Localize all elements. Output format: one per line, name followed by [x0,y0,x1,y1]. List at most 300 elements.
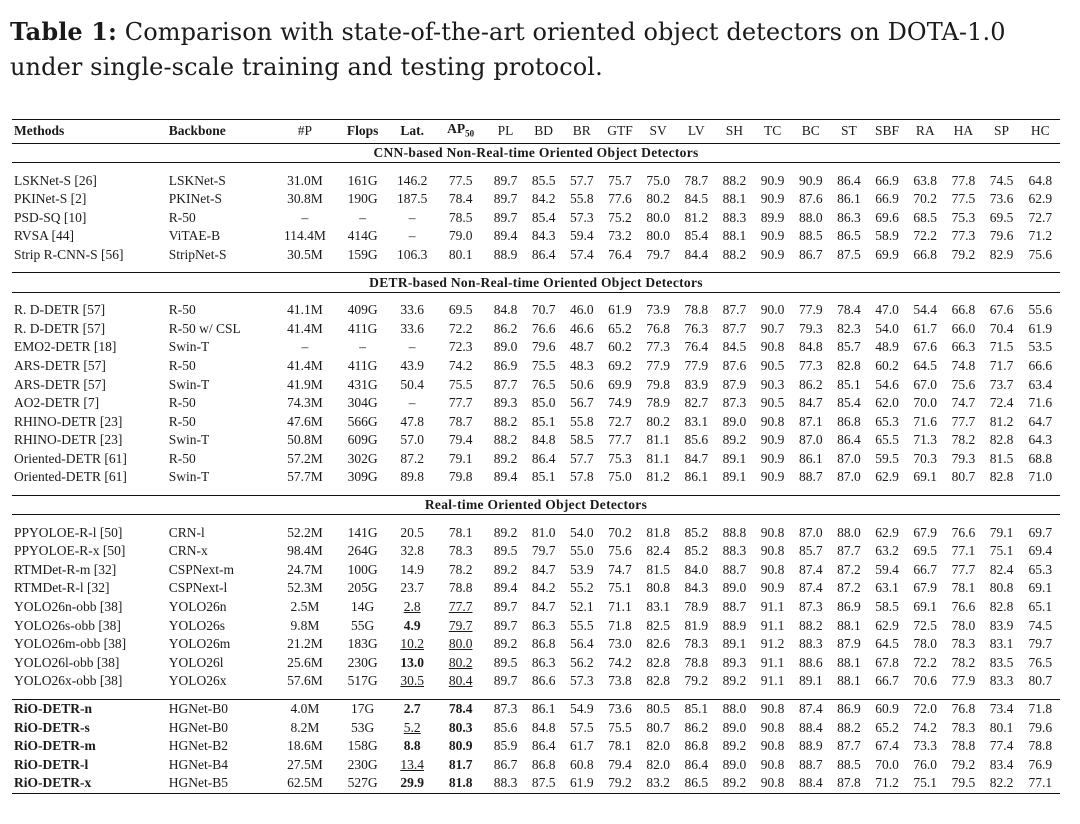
value-cell: 87.7 [722,302,747,318]
value-cell: 70.0 [875,756,899,772]
value-cell: 62.9 [875,617,899,633]
value-cell: 527G [347,775,378,791]
value-cell: 14.9 [400,561,424,577]
value-cell: 71.3 [913,432,938,448]
value-cell: 78.4 [837,302,861,318]
value-cell: 80.8 [989,580,1014,596]
value-cell: 87.3 [486,699,524,718]
column-header: SV [649,123,667,139]
table-row [12,412,1060,431]
value-cell: 75.3 [608,450,632,466]
value-cell: 86.8 [531,636,556,652]
value-cell: 77.6 [608,191,632,207]
value-cell: 72.0 [906,699,944,718]
value-cell: 87.4 [792,699,830,718]
value-cell: 89.2 [722,673,747,689]
value-cell: 27.5M [287,756,323,772]
value-cell: 70.3 [913,450,938,466]
value-cell: 29.9 [400,775,424,791]
method-cell: ARS-DETR [57] [14,357,106,373]
value-cell: 86.8 [684,738,709,754]
value-cell: 57.3 [570,673,594,689]
value-cell: 79.4 [448,432,473,448]
value-cell: 82.8 [989,432,1014,448]
column-header: Flops [346,123,379,139]
value-cell: 64.5 [913,357,938,373]
value-cell: 183G [347,636,378,652]
value-cell: 70.2 [913,191,938,207]
value-cell: 65.5 [875,432,899,448]
value-cell: 74.3M [287,395,323,411]
table-row [12,635,1060,654]
value-cell: 13.0 [400,654,424,670]
value-cell: 65.2 [875,719,899,735]
value-cell: 79.2 [951,756,976,772]
value-cell: 80.0 [646,228,670,244]
value-cell: 55G [351,617,375,633]
column-header: TC [763,123,782,139]
value-cell: 46.0 [570,302,594,318]
column-header: Lat. [400,123,424,139]
column-header: Backbone [168,123,226,139]
table-body [12,143,1060,793]
value-cell: 77.4 [989,738,1014,754]
value-cell: 190G [347,191,378,207]
value-cell: 72.2 [448,320,473,336]
value-cell: 74.8 [951,357,976,373]
table-row [12,654,1060,673]
value-cell: 78.3 [951,636,976,652]
value-cell: 78.7 [448,413,473,429]
value-cell: 80.2 [646,413,670,429]
value-cell: 80.5 [639,699,677,718]
value-cell: 55.5 [570,617,594,633]
value-cell: 65.3 [875,413,899,429]
value-cell: 50.8M [287,432,323,448]
value-cell: 72.4 [989,395,1014,411]
value-cell: 411G [347,320,378,336]
value-cell: 65.1 [1028,599,1053,615]
method-cell: YOLO26m-obb [38] [14,636,127,652]
backbone-cell: ViTAE-B [168,228,221,244]
value-cell: 86.5 [837,228,861,244]
value-cell: 86.3 [531,617,556,633]
value-cell: 87.7 [722,320,747,336]
value-cell: 87.6 [798,191,823,207]
value-cell: 80.7 [1028,673,1053,689]
value-cell: – [408,395,416,411]
value-cell: 76.9 [1028,756,1053,772]
value-cell: 89.1 [798,673,823,689]
value-cell: 82.8 [646,673,670,689]
value-cell: 89.0 [722,719,747,735]
value-cell: 84.8 [531,719,556,735]
value-cell: 90.7 [760,320,785,336]
backbone-cell: Swin-T [168,432,210,448]
value-cell: 85.7 [837,339,861,355]
value-cell: 85.7 [798,543,823,559]
value-cell: 264G [347,543,378,559]
value-cell: 90.8 [760,756,785,772]
backbone-cell: YOLO26x [168,673,227,689]
value-cell: 88.2 [493,413,518,429]
value-cell: 80.7 [951,469,976,485]
value-cell: 90.9 [760,246,785,262]
value-cell: 78.1 [608,738,632,754]
value-cell: 56.4 [570,636,594,652]
value-cell: 80.1 [989,719,1014,735]
value-cell: 84.5 [722,339,747,355]
method-cell: EMO2-DETR [18] [14,339,117,355]
value-cell: 69.5 [989,209,1014,225]
value-cell: 89.1 [722,450,747,466]
value-cell: 66.0 [951,320,976,336]
value-cell: 87.4 [798,580,823,596]
value-cell: 75.5 [531,357,556,373]
value-cell: 88.9 [493,246,518,262]
value-cell: 87.5 [837,246,861,262]
column-header: SH [725,123,744,139]
value-cell: 78.1 [448,524,473,540]
value-cell: 71.6 [913,413,938,429]
value-cell: 75.1 [608,580,632,596]
value-cell: 146.2 [396,172,428,188]
value-cell: 2.8 [403,599,421,615]
value-cell: 75.2 [608,209,632,225]
value-cell: 73.3 [913,738,938,754]
value-cell: 87.7 [837,543,861,559]
column-header: HC [1030,123,1050,139]
value-cell: 114.4M [283,228,326,244]
caption-label: Table 1: [10,17,117,46]
value-cell: 77.9 [684,357,709,373]
value-cell: 89.4 [493,228,518,244]
value-cell: 33.6 [400,302,424,318]
method-cell: LSKNet-S [26] [14,172,97,188]
method-cell: RTMDet-R-l [32] [14,580,110,596]
value-cell: 75.5 [448,376,473,392]
backbone-cell: YOLO26n [168,599,227,615]
value-cell: 87.3 [722,395,747,411]
method-cell: Oriented-DETR [61] [14,469,127,485]
value-cell: 90.8 [760,413,785,429]
value-cell: 75.5 [608,719,632,735]
value-cell: 66.7 [875,673,899,689]
value-cell: 78.3 [684,636,709,652]
value-cell: 69.5 [448,302,473,318]
value-cell: 31.0M [287,172,323,188]
value-cell: 76.6 [531,320,556,336]
value-cell: 81.9 [684,617,709,633]
value-cell: 83.5 [989,654,1014,670]
value-cell: 74.5 [989,172,1014,188]
value-cell: 76.6 [951,599,976,615]
value-cell: 78.9 [684,599,709,615]
table-row [12,357,1060,376]
value-cell: 90.8 [760,719,785,735]
value-cell: 82.8 [837,357,861,373]
value-cell: 90.3 [760,376,785,392]
value-cell: 72.2 [913,228,938,244]
column-header: LV [687,123,705,139]
value-cell: 55.6 [1028,302,1053,318]
value-cell: 82.0 [646,756,670,772]
value-cell: 85.4 [531,209,556,225]
column-header: RA [915,123,935,139]
value-cell: 85.1 [531,413,556,429]
value-cell: 81.8 [448,775,473,791]
table-row [12,450,1060,469]
value-cell: 78.8 [951,738,976,754]
value-cell: 87.5 [531,775,556,791]
value-cell: 84.8 [531,432,556,448]
value-cell: 87.0 [798,524,823,540]
value-cell: 71.2 [875,775,899,791]
value-cell: 70.0 [913,395,938,411]
value-cell: 89.2 [493,636,518,652]
value-cell: 54.6 [875,376,899,392]
value-cell: 91.1 [760,617,785,633]
value-cell: 62.5M [287,775,323,791]
value-cell: 60.2 [608,339,632,355]
method-cell: RiO-DETR-x [14,775,92,791]
value-cell: 60.2 [875,357,899,373]
value-cell: 87.0 [798,432,823,448]
value-cell: 55.0 [570,543,594,559]
value-cell: 86.1 [798,450,823,466]
value-cell: 91.1 [760,673,785,689]
value-cell: 70.6 [913,673,938,689]
backbone-cell: YOLO26l [168,654,224,670]
method-cell: YOLO26s-obb [38] [14,617,121,633]
table-row [12,598,1060,617]
value-cell: 53G [351,719,375,735]
value-cell: 71.8 [608,617,632,633]
value-cell: 47.8 [400,413,424,429]
value-cell: 66.7 [913,561,938,577]
value-cell: 88.9 [798,738,823,754]
value-cell: 84.2 [531,191,556,207]
value-cell: 66.8 [913,246,938,262]
value-cell: 88.0 [837,524,861,540]
value-cell: 77.7 [448,599,473,615]
value-cell: 82.8 [989,469,1014,485]
table-row [12,561,1060,580]
table-row [12,616,1060,635]
value-cell: 158G [347,738,378,754]
backbone-cell: CSPNext-m [168,561,234,577]
value-cell: 9.8M [290,617,320,633]
value-cell: – [301,209,309,225]
value-cell: 87.7 [493,376,518,392]
column-header: Methods [14,123,65,139]
value-cell: 85.6 [493,719,518,735]
value-cell: 77.7 [951,561,976,577]
value-cell: 81.2 [646,469,670,485]
value-cell: 33.6 [400,320,424,336]
value-cell: 77.9 [646,357,670,373]
section-spacer [12,487,1060,496]
value-cell: 30.5 [400,673,424,689]
value-cell: 90.9 [760,580,785,596]
value-cell: 230G [347,756,378,772]
value-cell: 89.2 [493,524,518,540]
value-cell: 73.0 [608,636,632,652]
value-cell: 89.7 [493,172,518,188]
value-cell: 86.4 [531,738,556,754]
method-cell: PPYOLOE-R-l [50] [14,524,123,540]
value-cell: 86.6 [531,673,556,689]
value-cell: 69.1 [913,469,938,485]
value-cell: 90.5 [760,357,785,373]
value-cell: 70.7 [531,302,556,318]
value-cell: 414G [347,228,378,244]
value-cell: 78.3 [951,719,976,735]
value-cell: 69.5 [913,543,938,559]
value-cell: 4.0M [274,699,336,718]
section-rule [12,163,1060,172]
table-row [12,468,1060,487]
value-cell: 76.5 [1028,654,1053,670]
value-cell: 80.0 [646,209,670,225]
value-cell: 79.2 [684,673,709,689]
section-title: DETR-based Non-Real-time Oriented Object Detectors [12,273,1060,293]
method-cell: R. D-DETR [57] [14,302,106,318]
value-cell: 90.9 [760,450,785,466]
value-cell: 89.3 [722,654,747,670]
value-cell: 89.3 [493,395,518,411]
value-cell: 86.7 [493,756,518,772]
value-cell: 78.0 [913,636,938,652]
value-cell: 84.8 [493,302,518,318]
value-cell: 79.7 [1028,636,1053,652]
table-row [12,699,1060,718]
value-cell: 66.9 [875,172,899,188]
value-cell: 66.9 [875,191,899,207]
value-cell: 57.3 [570,209,594,225]
value-cell: 87.2 [400,450,424,466]
value-cell: 67.9 [913,524,938,540]
value-cell: 86.3 [531,654,556,670]
column-header: #P [297,123,313,139]
value-cell: 63.2 [875,543,899,559]
backbone-cell: R-50 [168,302,196,318]
value-cell: 90.0 [760,302,785,318]
value-cell: 86.1 [837,191,861,207]
value-cell: 78.2 [951,654,976,670]
value-cell: 87.4 [798,561,823,577]
value-cell: 79.8 [646,376,670,392]
backbone-cell: YOLO26m [168,636,231,652]
value-cell: 84.0 [684,561,709,577]
value-cell: 80.2 [646,191,670,207]
value-cell: 8.2M [290,719,320,735]
value-cell: 161G [347,172,378,188]
method-cell: PSD-SQ [10] [14,209,87,225]
value-cell: 82.6 [646,636,670,652]
value-cell: 88.1 [837,617,861,633]
value-cell: 66.8 [951,302,976,318]
section-title: CNN-based Non-Real-time Oriented Object Detectors [373,144,699,160]
value-cell: 85.4 [837,395,861,411]
backbone-cell: CRN-l [168,524,205,540]
method-cell: RHINO-DETR [23] [14,413,123,429]
value-cell: 79.7 [531,543,556,559]
backbone-cell: R-50 [168,450,196,466]
value-cell: 73.4 [982,699,1020,718]
value-cell: 71.0 [1028,469,1053,485]
value-cell: 62.9 [875,524,899,540]
value-cell: 82.8 [989,599,1014,615]
value-cell: 13.4 [400,756,424,772]
value-cell: 141G [347,524,378,540]
value-cell: 89.2 [493,450,518,466]
value-cell: 81.1 [646,432,670,448]
backbone-cell: CRN-x [168,543,208,559]
value-cell: 17G [336,699,390,718]
section-rule [12,292,1060,301]
value-cell: 59.4 [570,228,594,244]
method-cell: RHINO-DETR [23] [14,432,123,448]
value-cell: 304G [347,395,378,411]
value-cell: 2.5M [290,599,320,615]
value-cell: 90.9 [760,469,785,485]
value-cell: 90.8 [754,699,792,718]
value-cell: 411G [347,357,378,373]
value-cell: 86.4 [531,450,556,466]
value-cell: 87.2 [837,580,861,596]
value-cell: 88.2 [493,432,518,448]
value-cell: 61.7 [570,738,594,754]
value-cell: 85.1 [837,376,861,392]
value-cell: 77.3 [646,339,670,355]
value-cell: 85.2 [684,524,709,540]
value-cell: 71.6 [1028,395,1053,411]
value-cell: 87.7 [837,738,861,754]
value-cell: 87.9 [837,636,861,652]
value-cell: 79.4 [608,756,632,772]
value-cell: 86.4 [837,172,861,188]
value-cell: 61.9 [608,302,632,318]
value-cell: 85.9 [493,738,518,754]
column-header: BD [534,123,554,139]
value-cell: 89.2 [722,432,747,448]
value-cell: 409G [347,302,378,318]
value-cell: 84.4 [684,246,709,262]
table-caption [10,14,1070,85]
value-cell: 60.8 [570,756,594,772]
backbone-cell: Swin-T [168,469,210,485]
value-cell: 78.3 [448,543,473,559]
value-cell: 78.8 [448,580,473,596]
value-cell: 72.7 [1028,209,1053,225]
value-cell: 89.0 [722,756,747,772]
value-cell: 71.7 [989,357,1014,373]
value-cell: 84.8 [798,339,823,355]
value-cell: 55.8 [570,413,594,429]
value-cell: – [359,339,367,355]
section-spacer [12,691,1060,700]
value-cell: 88.4 [798,775,823,791]
value-cell: 86.1 [525,699,563,718]
value-cell: 609G [347,432,378,448]
comparison-table [12,119,1060,794]
table-row [12,737,1060,756]
value-cell: 75.0 [608,469,632,485]
value-cell: 88.6 [798,654,823,670]
value-cell: 76.8 [646,320,670,336]
value-cell: 80.8 [646,580,670,596]
